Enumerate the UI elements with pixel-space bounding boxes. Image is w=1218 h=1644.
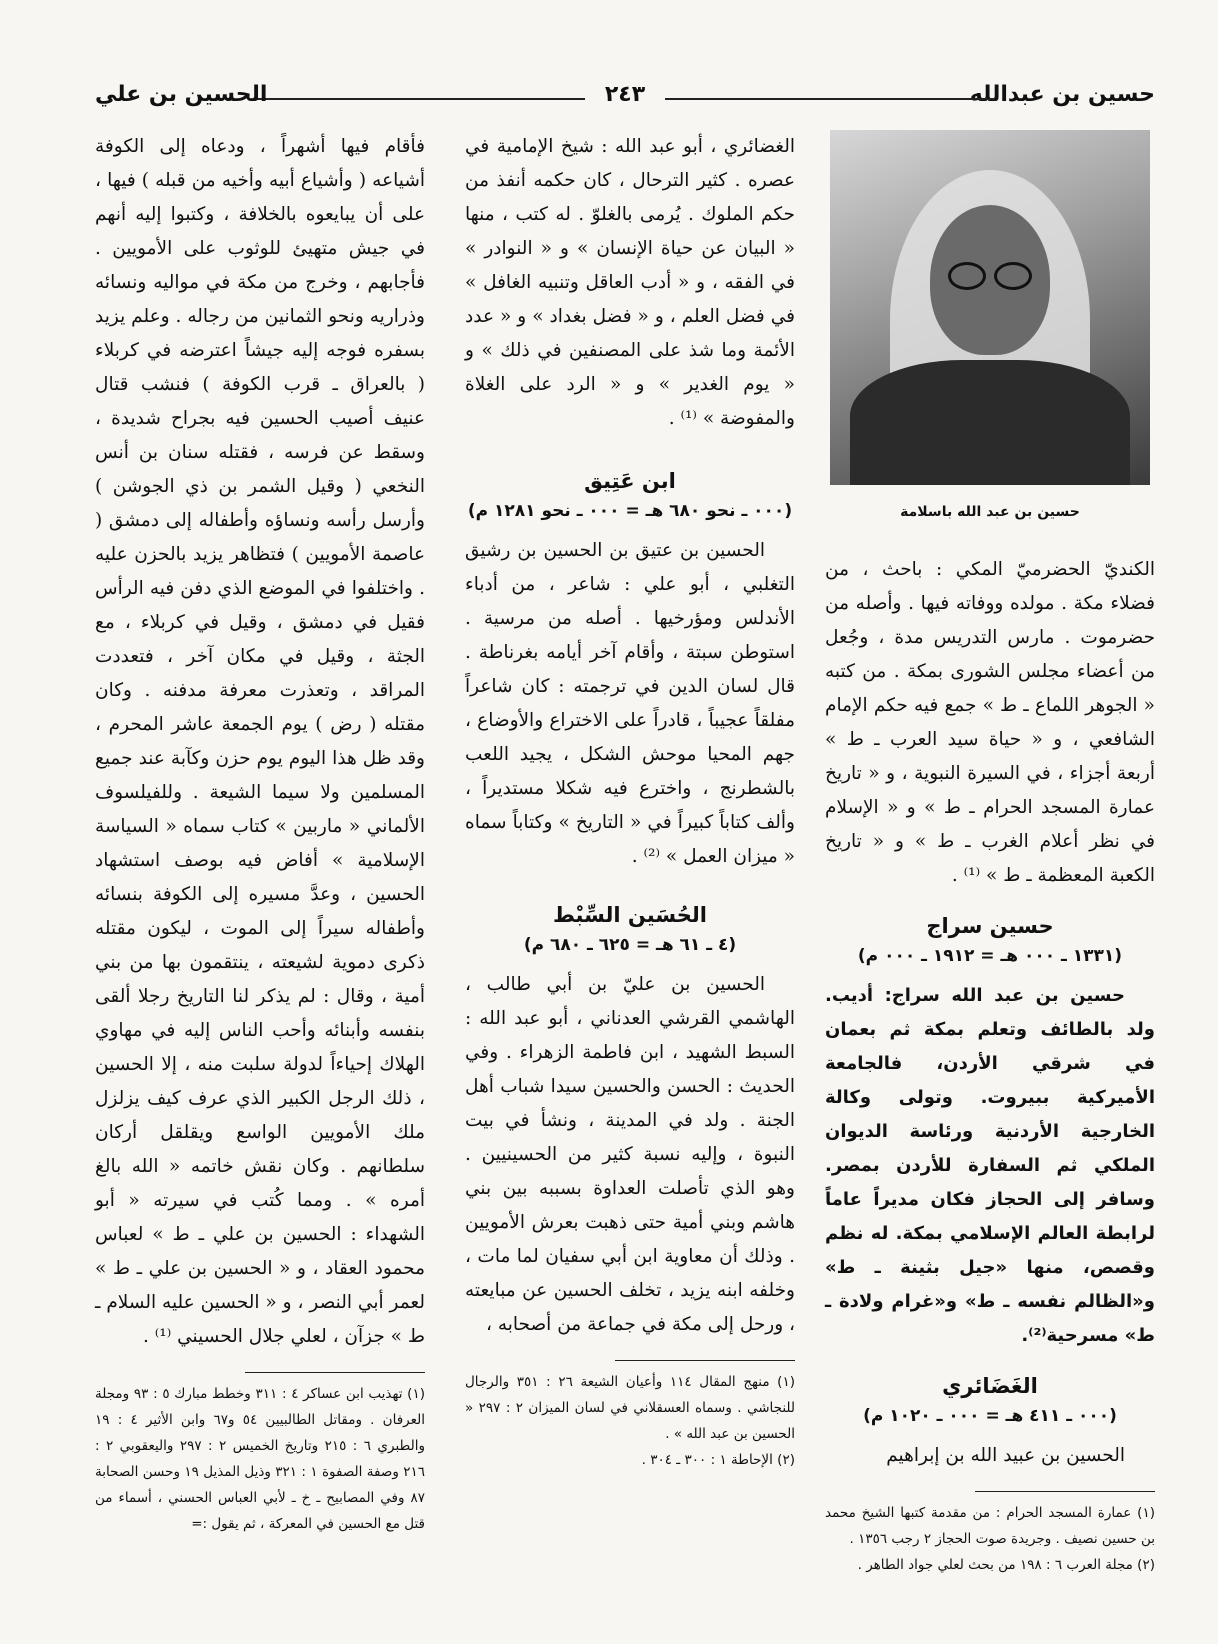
header-right-name: الحسين بن علي (95, 82, 268, 107)
footnote: (٢) الإحاطة ١ : ٣٠٠ ـ ٣٠٤ . (641, 1452, 795, 1468)
footnotes (465, 1369, 795, 1473)
footnote: (١) منهج المقال ١١٤ وأعيان الشيعة ٢٦ : ٣٥١ والرجال للنجاشي . وسماه العسقلاني في لسان الميزان ٢ : ٢٩٧ « الحسين بن عبد الله » . (465, 1374, 795, 1442)
entry-text: الحسين بن عبيد الله بن إبراهيم (886, 1445, 1125, 1466)
footnotes (825, 1500, 1155, 1578)
entry-title: الحُسَين السِّبْط (553, 903, 707, 927)
entry-text: الكنديّ الحضرميّ المكي : باحث ، من فضلاء مكة . مولده ووفاته فيها . وأصله من حضرموت . مارس التدريس مدة ، وجُعل من أعضاء مجلس الشورى بمكة . من كتبه « الجوهر اللماع ـ ط » جمع فيه حكم الإمام الشافعي ، و « حياة سيد العرب ـ ط » أربعة أجزاء ، في السيرة النبوية ، و « تاريخ عمارة المسجد الحرام ـ ط » و « الإسلام في نظر أعلام الغرب ـ ط » و « تاريخ الكعبة المعظمة ـ ط » ⁽¹⁾ . (825, 559, 1155, 886)
footnote-rule (245, 1372, 425, 1373)
header-rule-left (255, 98, 585, 100)
footnote: (٢) مجلة العرب ٦ : ١٩٨ من بحث لعلي جواد الطاهر . (857, 1557, 1155, 1573)
footnotes (95, 1381, 425, 1537)
entry-title: حسين سراج (926, 914, 1054, 938)
page-header (95, 70, 1155, 114)
footnote: (١) تهذيب ابن عساكر ٤ : ٣١١ وخطط مبارك ٥ : ٩٣ ومجلة العرفان . ومقاتل الطالبيين ٥٤ و٦٧ وابن الأثير ٤ : ١٩ والطبري ٦ : ٢١٥ وتاريخ الخميس ٢ : ٢٩٧ واليعقوبي ٢ : ٢١٦ وصفة الصفوة ١ : ٣٢١ وذيل المذيل ١٩ وحسن الصحابة ٨٧ وفي المصابيح ـ خ ـ لأبي العباس الحسني ، أسماء من قتل مع الحسين في المعركة ، ثم يقول := (95, 1386, 425, 1532)
entry-text: فأقام فيها أشهراً ، ودعاه إلى الكوفة أشياعه ( وأشياع أبيه وأخيه من قبله ) فيها ، على أن يبايعوه بالخلافة ، وكتبوا إليه أنهم في جيش متهيئ للوثوب على الأمويين . فأجابهم ، وخرج من مكة في مواليه ونسائه وذراريه ونحو الثمانين من رجاله . وعلم يزيد بسفره فوجه إليه جيشاً اعترضه في كربلاء ( بالعراق ـ قرب الكوفة ) فنشب قتال عنيف أصيب الحسين فيه بجراح شديدة ، وسقط عن فرسه ، فقتله سنان بن أنس النخعي ( وقيل الشمر بن ذي الجوشن ) وأرسل رأسه ونساؤه وأطفاله إلى دمشق ( عاصمة الأمويين ) فتظاهر يزيد بالحزن عليه . واختلفوا في الموضع الذي دفن فيه الرأس فقيل في دمشق ، وقيل في كربلاء ، مع الجثة ، وقيل في مكان آخر ، فتعددت المراقد ، وتعذرت معرفة مدفنه . وكان مقتله ( رض ) يوم الجمعة عاشر المحرم ، وقد ظل هذا اليوم يوم حزن وكآبة عند جميع المسلمين ولا سيما الشيعة . وللفيلسوف الألماني « ماربين » كتاب سماه « السياسة الإسلامية » أفاض فيه بوصف استشهاد الحسين ، وعدَّ مسيره إلى الكوفة بنسائه وأطفاله سيراً إلى الموت ، ليكون مقتله ذكرى دموية لشيعته ، ينتقمون بها من بني أمية ، وقال : لم يذكر لنا التاريخ رجلا ألقى بنفسه وأبنائه وأحب الناس إليه في مهاوي الهلاك إحياءاً لدولة سلبت منه ، إلا الحسين ، ذلك الرجل الكبير الذي عرف كيف يزلزل ملك الأمويين الواسع ويقلقل أركان سلطانهم . وكان نقش خاتمه « الله بالغ أمره » . ومما كُتب في سيرته « أبو الشهداء : الحسين بن علي ـ ط » لعباس محمود العقاد ، و « الحسين بن علي ـ ط » لعمر أبي النصر ، و « الحسين عليه السلام ـ ط » جزآن ، لعلي جلال الحسيني ⁽¹⁾ . (95, 136, 425, 1347)
footnote-rule (615, 1360, 795, 1361)
header-left-name: حسين بن عبدالله (969, 82, 1155, 107)
entry-text: الغضائري ، أبو عبد الله : شيخ الإمامية في عصره . كثير الترحال ، كان حكمه أنفذ من حكم الملوك . يُرمى بالغلوّ . له كتب ، منها « البيان عن حياة الإنسان » و « النوادر » في الفقه ، و « أدب العاقل وتنبيه الغافل » في فضل العلم ، و « فضل بغداد » و « عدد الأئمة وما شذ على المصنفين في ذلك » و « يوم الغدير » و « الرد على الغلاة والمفوضة » ⁽¹⁾ . (465, 136, 795, 429)
entry-dates: (٠٠٠ ـ نحو ٦٨٠ هـ = ٠٠٠ ـ نحو ١٢٨١ م) (467, 501, 793, 521)
entry-text: الحسين بن عليّ بن أبي طالب ، الهاشمي القرشي العدناني ، أبو عبد الله : السبط الشهيد ، ابن فاطمة الزهراء . وفي الحديث : الحسن والحسين سيدا شباب أهل الجنة . ولد في المدينة ، ونشأ في بيت النبوة ، وإليه نسبة كثير من الحسينيين . وهو الذي تأصلت العداوة بسببه بين بني هاشم وبني أمية حتى ذهبت بعرش الأمويين . وذلك أن معاوية ابن أبي سفيان لما مات ، وخلفه ابنه يزيد ، تخلف الحسين عن مبايعته ، ورحل إلى مكة في جماعة من أصحابه ، (465, 974, 795, 1335)
photo-caption: حسين بن عبد الله باسلامة (900, 504, 1080, 520)
footnote-rule (975, 1491, 1155, 1492)
entry-dates: (١٣٣١ ـ ٠٠٠ هـ = ١٩١٢ ـ ٠٠٠ م) (857, 946, 1123, 966)
entry-dates: (٤ ـ ٦١ هـ = ٦٢٥ ـ ٦٨٠ م) (523, 935, 737, 955)
entry-text: حسين بن عبد الله سراج: أديب. ولد بالطائف وتعلم بمكة ثم بعمان في شرقي الأردن، فالجامعة الأميركية ببيروت. وتولى وكالة الخارجية الأردنية ورئاسة الديوان الملكي ثم السفارة للأردن بمصر. وسافر إلى الحجاز فكان مديراً عاماً لرابطة العالم الإسلامي بمكة. له نظم وقصص، منها «جيل بثينة ـ ط» و«الظالم نفسه ـ ط» و«غرام ولادة ـ ط» مسرحية⁽²⁾. (825, 985, 1155, 1346)
page-number: ٢٤٣ (604, 82, 646, 107)
column-middle (465, 130, 795, 1473)
footnote: (١) عمارة المسجد الحرام : من مقدمة كتبها الشيخ محمد بن حسين نصيف . وجريدة صوت الحجاز ٢ رجب ١٣٥٦ . (825, 1505, 1155, 1547)
entry-text: الحسين بن عتيق بن الحسين بن رشيق التغلبي ، أبو علي : شاعر ، من أدباء الأندلس ومؤرخيها . أصله من مرسية . استوطن سبتة ، وأقام آخر أيامه بغرناطة . قال لسان الدين في ترجمته : كان شاعراً مفلقاً عجيباً ، قادراً على الاختراع والأوضاع ، جهم المحيا موحش الشكل ، يجيد اللعب بالشطرنج ، واخترع فيه شكلا مستديراً ، وألف كتاباً كبيراً في « التاريخ » وكتاباً سماه « ميزان العمل » ⁽²⁾ . (465, 540, 795, 867)
column-left (95, 130, 425, 1537)
column-right (825, 130, 1155, 1578)
entry-title: ابن عَتِيق (584, 469, 676, 493)
entry-dates: (٠٠٠ ـ ٤١١ هـ = ٠٠٠ ـ ١٠٢٠ م) (863, 1406, 1117, 1426)
portrait-photo (830, 130, 1150, 485)
entry-title: الغَضَائري (942, 1374, 1038, 1398)
